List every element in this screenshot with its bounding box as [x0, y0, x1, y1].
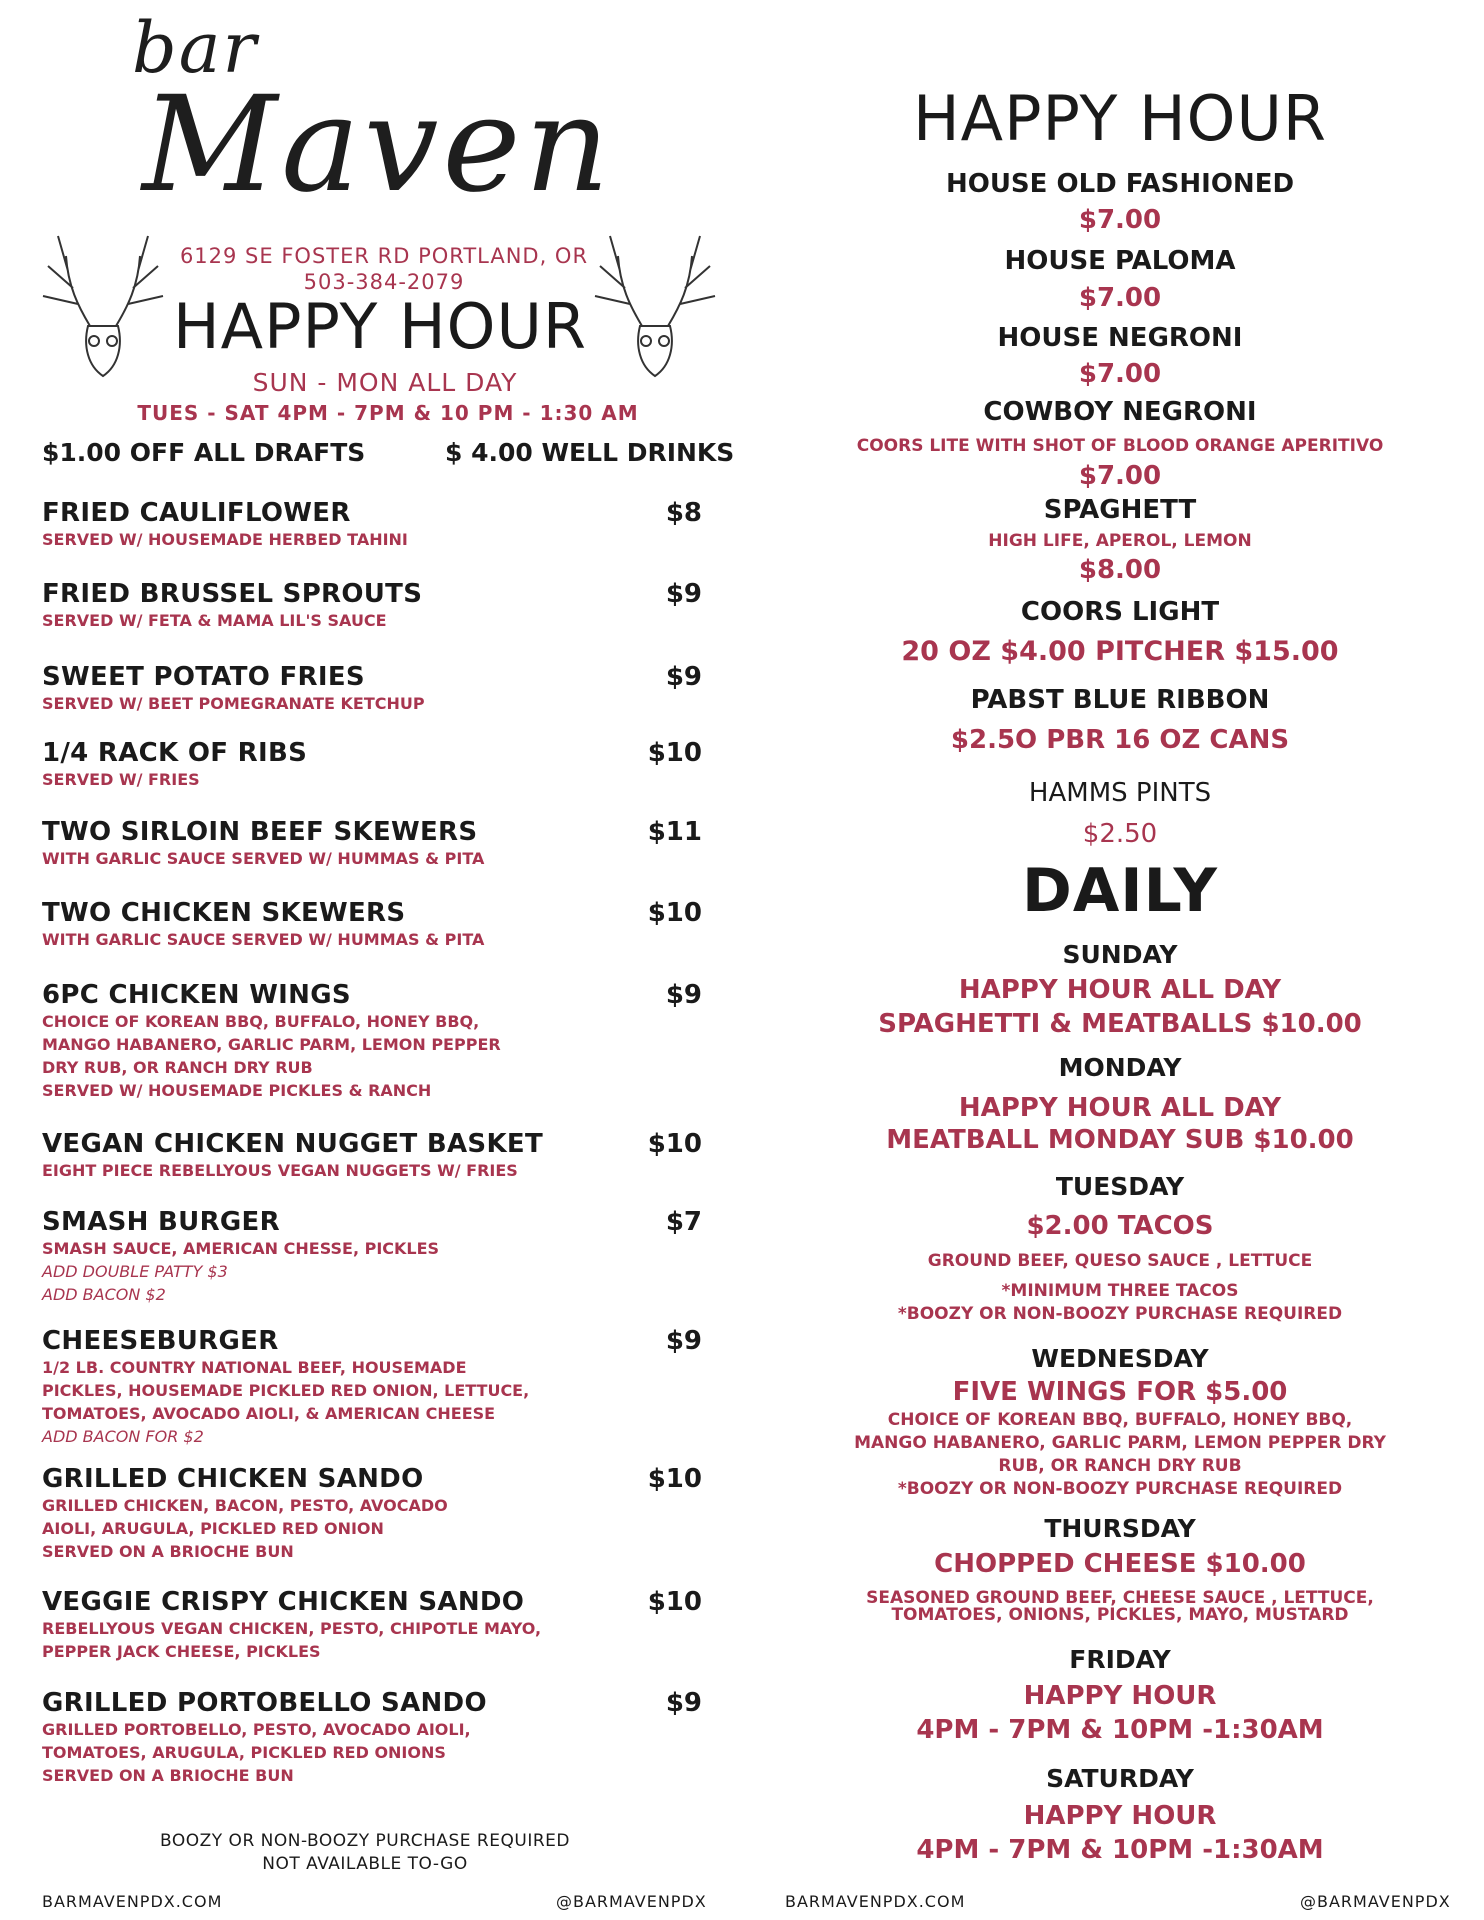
- menu-item: [42, 1587, 702, 1663]
- day-line: *BOOZY OR NON-BOOZY PURCHASE REQUIRED: [897, 1479, 1343, 1499]
- drafts-offer: $1.00 OFF ALL DRAFTS: [42, 438, 366, 467]
- day-line: $2.00 TACOS: [1026, 1211, 1214, 1241]
- day-line: FIVE WINGS FOR $5.00: [952, 1377, 1288, 1407]
- day-friday: FRIDAY: [1069, 1645, 1171, 1674]
- item-desc: AIOLI, ARUGULA, PICKLED RED ONION: [42, 1519, 384, 1538]
- item-desc: WITH GARLIC SAUCE SERVED W/ HUMMAS & PITA: [42, 930, 485, 949]
- item-price: $9: [665, 1688, 702, 1718]
- day-line: CHOICE OF KOREAN BBQ, BUFFALO, HONEY BBQ,: [887, 1410, 1353, 1430]
- item-name: CHEESEBURGER: [42, 1326, 279, 1356]
- item-desc: SERVED ON A BRIOCHE BUN: [42, 1542, 294, 1561]
- item-desc: SERVED W/ FRIES: [42, 770, 200, 789]
- item-desc: 1/2 LB. COUNTRY NATIONAL BEEF, HOUSEMADE: [42, 1358, 467, 1377]
- item-desc: PICKLES, HOUSEMADE PICKLED RED ONION, LETTUCE,: [42, 1381, 530, 1400]
- day-line: HAPPY HOUR: [1023, 1681, 1217, 1711]
- drink-name: SPAGHETT: [1043, 495, 1197, 525]
- menu-item: [42, 817, 702, 870]
- item-desc: TOMATOES, ARUGULA, PICKLED RED ONIONS: [42, 1743, 446, 1762]
- menu-item: [42, 579, 702, 632]
- menu-item: [42, 1326, 702, 1448]
- day-line: MEATBALL MONDAY SUB $10.00: [886, 1125, 1354, 1155]
- item-name: GRILLED CHICKEN SANDO: [42, 1464, 424, 1494]
- drink-name: PABST BLUE RIBBON: [970, 685, 1270, 715]
- drink-price: $2.5O PBR 16 OZ CANS: [950, 725, 1290, 755]
- drink-name: COORS LIGHT: [1020, 597, 1220, 627]
- drink-name: HOUSE PALOMA: [1004, 246, 1236, 276]
- item-name: FRIED BRUSSEL SPROUTS: [42, 579, 423, 609]
- item-extra: ADD BACON $2: [42, 1285, 166, 1304]
- item-desc: GRILLED CHICKEN, BACON, PESTO, AVOCADO: [42, 1496, 448, 1515]
- footer-website-right: BARMAVENPDX.COM: [785, 1892, 966, 1911]
- drink-name: HOUSE OLD FASHIONED: [945, 169, 1295, 199]
- item-price: $8: [665, 498, 702, 528]
- menu-item: [42, 1688, 702, 1787]
- drink-sub: HIGH LIFE, APEROL, LEMON: [988, 531, 1252, 551]
- item-price: $9: [665, 579, 702, 609]
- item-desc: EIGHT PIECE REBELLYOUS VEGAN NUGGETS W/ FRIES: [42, 1161, 518, 1180]
- item-desc: SERVED W/ BEET POMEGRANATE KETCHUP: [42, 694, 425, 713]
- item-desc: GRILLED PORTOBELLO, PESTO, AVOCADO AIOLI,: [42, 1720, 471, 1739]
- day-line: 4PM - 7PM & 10PM -1:30AM: [916, 1715, 1324, 1745]
- day-line: 4PM - 7PM & 10PM -1:30AM: [916, 1835, 1324, 1865]
- menu-item: [42, 1207, 702, 1306]
- item-name: TWO SIRLOIN BEEF SKEWERS: [42, 817, 478, 847]
- item-price: $9: [665, 1326, 702, 1356]
- day-wednesday: WEDNESDAY: [1031, 1344, 1209, 1373]
- item-price: $10: [647, 738, 702, 768]
- menu-item: [42, 1464, 702, 1563]
- item-name: SWEET POTATO FRIES: [42, 662, 365, 692]
- daily-title: DAILY: [1022, 856, 1218, 926]
- item-extra: ADD BACON FOR $2: [42, 1427, 204, 1446]
- item-price: $9: [665, 980, 702, 1010]
- item-desc: CHOICE OF KOREAN BBQ, BUFFALO, HONEY BBQ,: [42, 1012, 480, 1031]
- item-name: SMASH BURGER: [42, 1207, 280, 1237]
- day-line: CHOPPED CHEESE $10.00: [934, 1549, 1306, 1579]
- day-line: *BOOZY OR NON-BOOZY PURCHASE REQUIRED: [897, 1304, 1343, 1324]
- item-name: 6PC CHICKEN WINGS: [42, 980, 351, 1010]
- day-sunday: SUNDAY: [1062, 940, 1178, 969]
- item-name: FRIED CAULIFLOWER: [42, 498, 351, 528]
- address-line1: 6129 SE FOSTER RD PORTLAND, OR: [179, 244, 589, 268]
- drink-sub: COORS LITE WITH SHOT OF BLOOD ORANGE APERITIVO: [856, 436, 1384, 456]
- day-saturday: SATURDAY: [1046, 1764, 1194, 1793]
- day-line: MANGO HABANERO, GARLIC PARM, LEMON PEPPER DRY: [854, 1433, 1386, 1453]
- drink-name: HAMMS PINTS: [1028, 778, 1212, 808]
- day-thursday: THURSDAY: [1044, 1514, 1196, 1543]
- item-name: TWO CHICKEN SKEWERS: [42, 898, 406, 928]
- day-line: HAPPY HOUR ALL DAY: [958, 1093, 1282, 1123]
- address-phone: 503-384-2079: [303, 270, 465, 294]
- drink-name: HOUSE NEGRONI: [997, 323, 1243, 353]
- day-line: *MINIMUM THREE TACOS: [1001, 1281, 1239, 1301]
- item-desc: SERVED ON A BRIOCHE BUN: [42, 1766, 294, 1785]
- item-desc: SERVED W/ HOUSEMADE HERBED TAHINI: [42, 530, 408, 549]
- drink-price: $7.00: [1078, 283, 1162, 313]
- logo-maven-text: Maven: [142, 68, 614, 222]
- item-desc: REBELLYOUS VEGAN CHICKEN, PESTO, CHIPOTLE MAYO,: [42, 1619, 542, 1638]
- day-line: GROUND BEEF, QUESO SAUCE , LETTUCE: [927, 1251, 1313, 1271]
- item-price: $10: [647, 1464, 702, 1494]
- item-desc: SERVED W/ FETA & MAMA LIL'S SAUCE: [42, 611, 387, 630]
- footer-handle-left: @BARMAVENPDX: [556, 1892, 707, 1911]
- drink-price: $7.00: [1078, 461, 1162, 491]
- item-desc: PEPPER JACK CHEESE, PICKLES: [42, 1642, 321, 1661]
- item-extra: ADD DOUBLE PATTY $3: [42, 1262, 228, 1281]
- item-name: VEGAN CHICKEN NUGGET BASKET: [42, 1129, 543, 1159]
- drink-price: $2.50: [1082, 819, 1158, 849]
- hours-tue-sat: TUES - SAT 4PM - 7PM & 10 PM - 1:30 AM: [137, 401, 639, 425]
- day-line: TOMATOES, ONIONS, PICKLES, MAYO, MUSTARD: [891, 1605, 1349, 1625]
- day-monday: MONDAY: [1058, 1053, 1182, 1082]
- well-drinks-offer: $ 4.00 WELL DRINKS: [445, 438, 735, 467]
- drink-price: $8.00: [1078, 555, 1162, 585]
- item-price: $10: [647, 1129, 702, 1159]
- menu-item: [42, 498, 702, 551]
- day-line: RUB, OR RANCH DRY RUB: [998, 1456, 1242, 1476]
- item-desc: SERVED W/ HOUSEMADE PICKLES & RANCH: [42, 1081, 432, 1100]
- item-name: 1/4 RACK OF RIBS: [42, 738, 308, 768]
- item-desc: MANGO HABANERO, GARLIC PARM, LEMON PEPPER: [42, 1035, 501, 1054]
- drink-price: $7.00: [1078, 359, 1162, 389]
- item-price: $7: [665, 1207, 702, 1237]
- purchase-note: BOOZY OR NON-BOOZY PURCHASE REQUIRED: [160, 1831, 570, 1851]
- drink-price: $7.00: [1078, 205, 1162, 235]
- item-desc: DRY RUB, OR RANCH DRY RUB: [42, 1058, 313, 1077]
- day-line: HAPPY HOUR: [1023, 1801, 1217, 1831]
- day-line: SEASONED GROUND BEEF, CHEESE SAUCE , LETTUCE,: [866, 1588, 1374, 1608]
- day-line: SPAGHETTI & MEATBALLS $10.00: [878, 1009, 1362, 1039]
- menu-item: [42, 980, 702, 1102]
- drink-name: COWBOY NEGRONI: [983, 397, 1257, 427]
- item-price: $11: [647, 817, 702, 847]
- menu-item: [42, 898, 702, 951]
- logo-bar-text: bar: [132, 7, 259, 89]
- item-price: $9: [665, 662, 702, 692]
- item-desc: TOMATOES, AVOCADO AIOLI, & AMERICAN CHEESE: [42, 1404, 496, 1423]
- menu-item: [42, 1129, 702, 1182]
- drink-price: 20 OZ $4.00 PITCHER $15.00: [901, 636, 1339, 667]
- left-happy-hour-title: HAPPY HOUR: [173, 290, 587, 363]
- item-price: $10: [647, 898, 702, 928]
- item-desc: SMASH SAUCE, AMERICAN CHESSE, PICKLES: [42, 1239, 440, 1258]
- hours-sun-mon: SUN - MON ALL DAY: [252, 368, 518, 397]
- item-desc: WITH GARLIC SAUCE SERVED W/ HUMMAS & PITA: [42, 849, 485, 868]
- item-name: GRILLED PORTOBELLO SANDO: [42, 1688, 487, 1718]
- footer-handle-right: @BARMAVENPDX: [1300, 1892, 1451, 1911]
- right-happy-hour-title: HAPPY HOUR: [913, 82, 1327, 155]
- item-price: $10: [647, 1587, 702, 1617]
- menu-item: [42, 662, 702, 715]
- day-line: HAPPY HOUR ALL DAY: [958, 975, 1282, 1005]
- day-tuesday: TUESDAY: [1055, 1172, 1185, 1201]
- togo-note: NOT AVAILABLE TO-GO: [262, 1854, 468, 1874]
- menu-item: [42, 738, 702, 791]
- item-name: VEGGIE CRISPY CHICKEN SANDO: [42, 1587, 525, 1617]
- footer-website-left: BARMAVENPDX.COM: [42, 1892, 223, 1911]
